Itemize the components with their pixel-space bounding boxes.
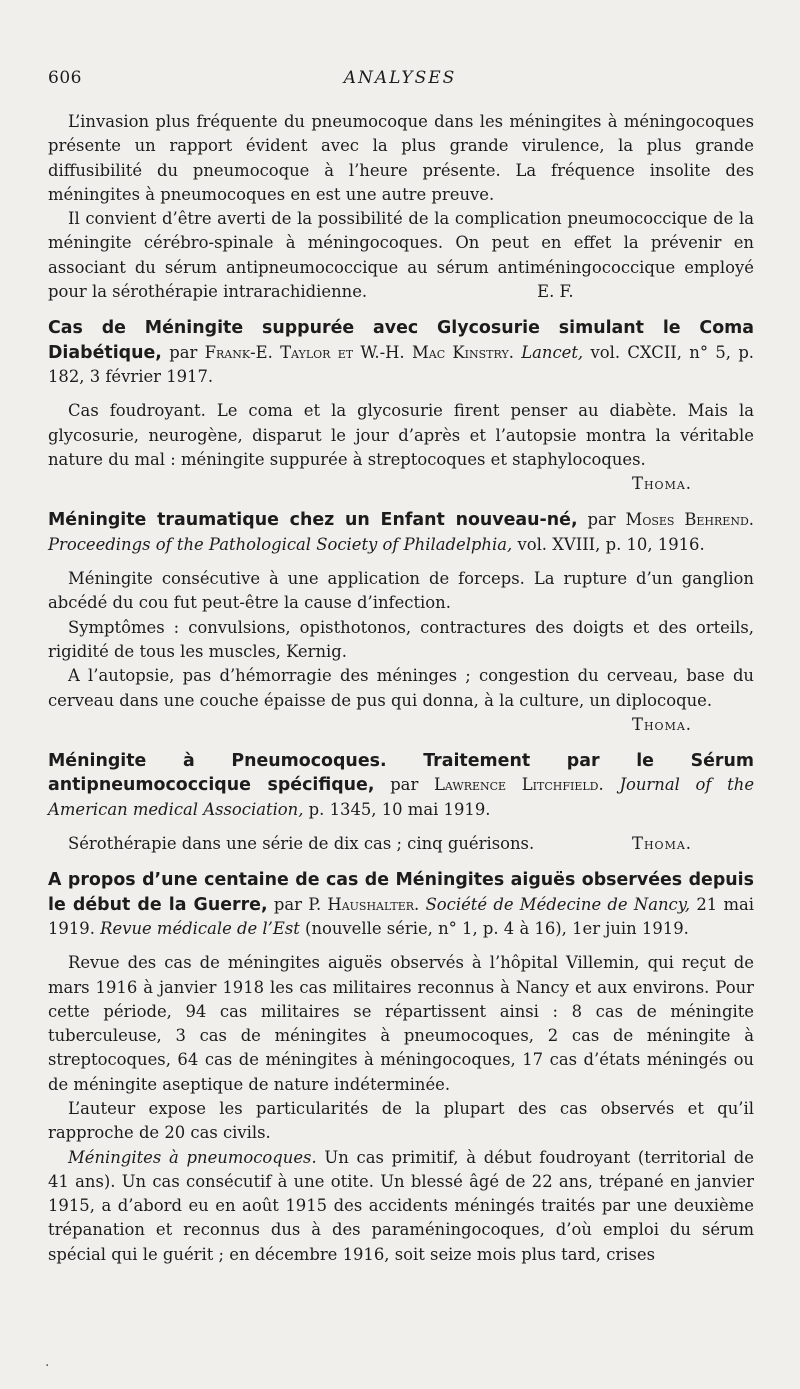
by-word: par (273, 894, 302, 914)
article-authors: Moses Behrend. (625, 510, 754, 530)
article-paragraph: L’auteur expose les particularités de la plupart des cas observés et qu’il rapproche de 20 cas civils. (48, 1098, 754, 1143)
journal-name: Lancet, (521, 342, 584, 362)
intro-paragraph (48, 207, 754, 304)
article-heading (48, 749, 754, 822)
article-title: Méningite à Pneumocoques. Traitement par le Sérum antipneumococcique spécifique, (48, 751, 754, 796)
article-paragraph: Symptômes : convulsions, opisthotonos, contractures des doigts et des orteils, rigidité de tous les muscles, Kernig. (48, 617, 754, 661)
article-paragraph: Méningite consécutive à une application de forceps. La rupture d’un ganglion abcédé du cou fut peut-être la cause d’infection. (48, 569, 754, 613)
article-authors: P. Haushalter. (308, 894, 420, 914)
by-word: par (587, 510, 616, 530)
page-body (48, 110, 754, 1267)
reference: p. 1345, 10 mai 1919. (308, 799, 491, 819)
article-paragraph: A l’autopsie, pas d’hémorragie des méninges ; congestion du cerveau, base du cerveau dans une couche épaisse de pus qui donna, à la culture, un diplocoque. (48, 666, 754, 710)
running-title: ANALYSES (343, 68, 457, 88)
paragraph-text: Sérothérapie dans une série de dix cas ; cinq guérisons. (68, 834, 535, 854)
article-heading (48, 316, 754, 389)
journal-name: Proceedings of the Pathological Society of Philadelphia, (48, 534, 513, 554)
by-word: par (169, 342, 198, 362)
page-number: 606 (48, 68, 82, 88)
article-paragraph (48, 832, 754, 856)
article-signature: Thoma. (632, 834, 692, 854)
article-paragraph: Revue des cas de méningites aiguës observés à l’hôpital Villemin, qui reçut de mars 1916 à janvier 1918 les cas militaires reconnus à Nancy et aux environs. Pour cette période, 94 cas militaires se répartissent ainsi : 8 cas de méningite tuberculeuse, 3 cas de méningites à pneumocoques, 2 cas de méningite à streptocoques, 64 cas de méningites à méningocoques, 17 cas d’états méningés ou de méningite aseptique de nature indéterminée. (48, 953, 754, 1094)
signature: E. F. (537, 282, 574, 302)
journal-name: Revue médicale de l’Est (100, 918, 300, 938)
by-word: par (390, 775, 419, 795)
article-paragraph: Cas foudroyant. Le coma et la glycosurie firent penser au diabète. Mais la glycosurie, neurogène, disparut le jour d’après et l’autopsie montra la véritable nature du mal : méningite suppurée à streptocoques et staphylocoques. (48, 401, 754, 469)
article-heading (48, 868, 754, 941)
journal-name: Journal of the American medical Association, (48, 775, 755, 819)
article-authors: Lawrence Litchfield. (434, 775, 604, 795)
article-authors: Frank-E. Taylor et W.-H. Mac Kinstry. (204, 342, 514, 362)
article-signature: Thoma. (632, 474, 692, 494)
article-paragraph (48, 1146, 754, 1267)
reference: vol. CXCII, n° 5, p. 182, 3 février 1917. (48, 342, 755, 386)
reference: 21 mai 1919. (48, 894, 755, 938)
article-signature: Thoma. (632, 714, 692, 734)
article-heading (48, 508, 754, 557)
journal-name: Société de Médecine de Nancy, (425, 894, 691, 914)
article-title: Cas de Méningite suppurée avec Glycosurie simulant le Coma Diabétique, (48, 318, 754, 363)
reference: (nouvelle série, n° 1, p. 4 à 16), 1er juin 1919. (305, 918, 689, 938)
article-title: A propos d’une centaine de cas de Méningites aiguës observées depuis le début de la Guerre, (48, 870, 754, 915)
paragraph-text: Il convient d’être averti de la possibilité de la complication pneumococcique de la méningite cérébro-spinale à méningocoques. On peut en effet la prévenir en associant du sérum antipneumococcique au sérum antiméningococcique employé pour la sérothérapie intrarachidienne. (48, 209, 754, 302)
subsection-lead: Méningites à pneumocoques. (68, 1147, 317, 1167)
intro-paragraph: L’invasion plus fréquente du pneumocoque dans les méningites à méningocoques présente un rapport évident avec la plus grande virulence, la plus grande diffusibilité du pneumocoque à l’heure présente. La fréquence insolite des méningites à pneumocoques en est une autre preuve. (48, 112, 754, 204)
page-speck: · (45, 1358, 50, 1374)
reference: vol. XVIII, p. 10, 1916. (517, 534, 705, 554)
paragraph-text: Un cas primitif, à début foudroyant (territorial de 41 ans). Un cas consécutif à une otite. Un blessé âgé de 22 ans, trépané en janvier 1915, a d’abord eu en août 1915 des accidents méningés traités par une deuxième trépanation et reconnus dus à des paraméningocoques, d’où emploi du sérum spécial qui le guérit ; en décembre 1916, soit seize mois plus tard, crises (48, 1147, 754, 1264)
article-title: Méningite traumatique chez un Enfant nouveau-né, (48, 510, 578, 531)
running-header (48, 68, 752, 92)
